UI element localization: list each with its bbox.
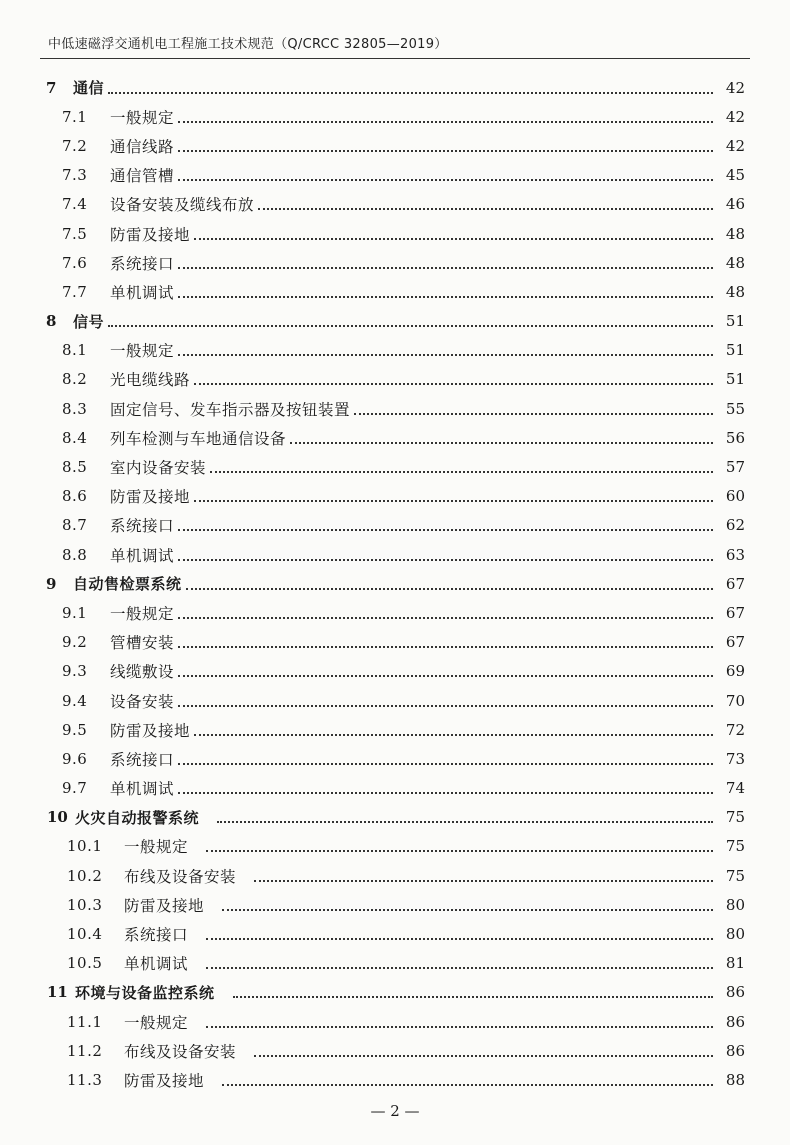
- toc-entry-page: 69: [725, 662, 745, 681]
- toc-entry-title: 一般规定: [124, 838, 189, 857]
- toc-entry-number: 9.5: [62, 720, 88, 739]
- toc-entry-title: 自动售检票系统: [73, 575, 182, 594]
- toc-section-entry[interactable]: [0, 190, 790, 219]
- dot-leader: [206, 850, 713, 852]
- toc-entry-title: 系统接口: [110, 254, 175, 273]
- toc-entry-number: 9.6: [62, 749, 88, 768]
- toc-section-entry[interactable]: [0, 832, 790, 861]
- toc-section-entry[interactable]: [0, 686, 790, 715]
- toc-entry-number: 10.2: [67, 866, 103, 885]
- toc-entry-page: 75: [725, 808, 745, 827]
- toc-entry-page: 81: [725, 954, 745, 973]
- page-number: — 2 —: [370, 1102, 420, 1120]
- toc-entry-page: 63: [725, 545, 745, 564]
- toc-entry-title: 固定信号、发车指示器及按钮装置: [110, 400, 351, 419]
- toc-section-entry[interactable]: [0, 949, 790, 978]
- toc-entry-number: 10.1: [67, 837, 103, 856]
- toc-entry-title: 布线及设备安装: [124, 867, 237, 886]
- toc-entry-title: 防雷及接地: [110, 721, 191, 740]
- toc-entry-title: 光电缆线路: [110, 371, 191, 390]
- toc-entry-page: 42: [725, 136, 745, 155]
- toc-section-entry[interactable]: [0, 628, 790, 657]
- toc-entry-number: 10.4: [67, 925, 103, 944]
- toc-entry-page: 70: [725, 691, 745, 710]
- toc-entry-title: 设备安装及缆线布放: [110, 196, 255, 215]
- toc-entry-page: 48: [725, 224, 745, 243]
- toc-entry-page: 88: [725, 1070, 745, 1089]
- dot-leader: [194, 500, 713, 502]
- dot-leader: [186, 588, 713, 590]
- header-rule: [40, 58, 750, 59]
- toc-entry-title: 系统接口: [110, 750, 175, 769]
- toc-entry-number: 9.1: [62, 603, 88, 622]
- toc-entry-page: 51: [725, 341, 745, 360]
- dot-leader: [222, 1084, 713, 1086]
- toc-entry-page: 80: [725, 925, 745, 944]
- toc-entry-number: 7.5: [62, 224, 88, 243]
- toc-entry-page: 56: [725, 428, 745, 447]
- toc-entry-number: 10.3: [67, 895, 103, 914]
- toc-entry-number: 9.3: [62, 662, 88, 681]
- toc-entry-title: 管槽安装: [110, 634, 175, 653]
- toc-entry-page: 42: [725, 78, 745, 97]
- toc-entry-number: 7.4: [62, 195, 88, 214]
- toc-entry-page: 67: [725, 574, 745, 593]
- toc-section-entry[interactable]: [0, 774, 790, 803]
- toc-section-entry[interactable]: [0, 540, 790, 569]
- toc-entry-title: 一般规定: [124, 1013, 189, 1032]
- toc-entry-page: 67: [725, 633, 745, 652]
- toc-entry-number: 9.4: [62, 691, 88, 710]
- toc-section-entry[interactable]: [0, 715, 790, 744]
- toc-entry-title: 列车检测与车地通信设备: [110, 429, 287, 448]
- toc-chapter-entry[interactable]: [0, 569, 790, 598]
- toc-entry-number: 8.5: [62, 458, 88, 477]
- page-header: 中低速磁浮交通机电工程施工技术规范（Q/CRCC 32805—2019）: [48, 37, 448, 52]
- toc-entry-number: 11.1: [67, 1012, 103, 1031]
- toc-chapter-entry[interactable]: [0, 73, 790, 102]
- toc-entry-title: 系统接口: [124, 926, 189, 945]
- toc-entry-page: 55: [725, 399, 745, 418]
- dot-leader: [210, 471, 713, 473]
- toc-section-entry[interactable]: [0, 657, 790, 686]
- toc-entry-title: 单机调试: [124, 955, 189, 974]
- dot-leader: [178, 675, 713, 677]
- toc-entry-page: 72: [725, 720, 745, 739]
- toc-entry-title: 一般规定: [110, 604, 175, 623]
- toc-section-entry[interactable]: [0, 890, 790, 919]
- toc-entry-title: 单机调试: [110, 283, 175, 302]
- toc-entry-title: 线缆敷设: [110, 663, 175, 682]
- toc-section-entry[interactable]: [0, 277, 790, 306]
- toc-entry-number: 7.6: [62, 253, 88, 272]
- toc-section-entry[interactable]: [0, 1065, 790, 1094]
- toc-entry-page: 86: [725, 1041, 745, 1060]
- toc-entry-number: 8.8: [62, 545, 88, 564]
- toc-entry-number: 11: [47, 983, 68, 1002]
- toc-section-entry[interactable]: [0, 511, 790, 540]
- dot-leader: [178, 267, 713, 269]
- toc-entry-number: 8.4: [62, 428, 88, 447]
- dot-leader: [217, 821, 713, 823]
- toc-section-entry[interactable]: [0, 744, 790, 773]
- dot-leader: [222, 909, 713, 911]
- toc-entry-title: 防雷及接地: [124, 896, 205, 915]
- toc-entry-number: 8.1: [62, 341, 88, 360]
- toc-section-entry[interactable]: [0, 1007, 790, 1036]
- toc-chapter-entry[interactable]: [0, 307, 790, 336]
- table-of-contents: [0, 73, 790, 1095]
- toc-section-entry[interactable]: [0, 336, 790, 365]
- toc-entry-page: 48: [725, 282, 745, 301]
- toc-section-entry[interactable]: [0, 482, 790, 511]
- toc-entry-page: 73: [725, 749, 745, 768]
- toc-entry-number: 10.5: [67, 954, 103, 973]
- dot-leader: [178, 617, 713, 619]
- toc-entry-page: 60: [725, 487, 745, 506]
- toc-section-entry[interactable]: [0, 219, 790, 248]
- toc-chapter-entry[interactable]: [0, 803, 790, 832]
- toc-entry-page: 67: [725, 603, 745, 622]
- toc-entry-number: 11.3: [67, 1070, 103, 1089]
- dot-leader: [178, 121, 713, 123]
- dot-leader: [178, 792, 713, 794]
- toc-entry-number: 7.2: [62, 136, 88, 155]
- dot-leader: [178, 150, 713, 152]
- dot-leader: [178, 705, 713, 707]
- toc-section-entry[interactable]: [0, 861, 790, 890]
- toc-entry-page: 46: [725, 195, 745, 214]
- toc-entry-title: 信号: [73, 312, 105, 331]
- toc-entry-number: 11.2: [67, 1041, 103, 1060]
- toc-entry-title: 环境与设备监控系统: [75, 983, 215, 1002]
- dot-leader: [178, 354, 713, 356]
- toc-entry-title: 设备安装: [110, 692, 175, 711]
- toc-entry-number: 9.7: [62, 779, 88, 798]
- toc-section-entry[interactable]: [0, 423, 790, 452]
- toc-entry-number: 8.7: [62, 516, 88, 535]
- dot-leader: [254, 1055, 713, 1057]
- toc-section-entry[interactable]: [0, 598, 790, 627]
- dot-leader: [194, 238, 713, 240]
- toc-entry-number: 9: [46, 574, 57, 593]
- toc-entry-page: 74: [725, 779, 745, 798]
- toc-section-entry[interactable]: [0, 452, 790, 481]
- toc-entry-title: 通信: [73, 79, 105, 98]
- toc-entry-number: 8.2: [62, 370, 88, 389]
- toc-entry-title: 防雷及接地: [124, 1071, 205, 1090]
- toc-entry-title: 火灾自动报警系统: [75, 808, 200, 827]
- toc-entry-number: 8: [46, 312, 57, 331]
- dot-leader: [178, 559, 713, 561]
- toc-section-entry[interactable]: [0, 131, 790, 160]
- toc-entry-page: 86: [725, 983, 745, 1002]
- toc-entry-page: 75: [725, 837, 745, 856]
- dot-leader: [290, 442, 713, 444]
- toc-entry-number: 7: [46, 78, 57, 97]
- toc-entry-title: 单机调试: [110, 780, 175, 799]
- toc-entry-number: 7.7: [62, 282, 88, 301]
- toc-entry-page: 80: [725, 895, 745, 914]
- dot-leader: [258, 208, 713, 210]
- toc-entry-page: 42: [725, 107, 745, 126]
- toc-entry-title: 室内设备安装: [110, 459, 207, 478]
- dot-leader: [233, 996, 713, 998]
- toc-section-entry[interactable]: [0, 161, 790, 190]
- toc-entry-page: 86: [725, 1012, 745, 1031]
- toc-section-entry[interactable]: [0, 919, 790, 948]
- toc-entry-number: 10: [47, 808, 68, 827]
- toc-entry-number: 8.6: [62, 487, 88, 506]
- toc-section-entry[interactable]: [0, 1036, 790, 1065]
- toc-entry-page: 51: [725, 370, 745, 389]
- toc-entry-page: 75: [725, 866, 745, 885]
- dot-leader: [178, 646, 713, 648]
- toc-entry-title: 防雷及接地: [110, 225, 191, 244]
- toc-entry-title: 通信线路: [110, 137, 175, 156]
- dot-leader: [108, 325, 713, 327]
- toc-entry-page: 57: [725, 458, 745, 477]
- dot-leader: [254, 880, 713, 882]
- toc-entry-number: 8.3: [62, 399, 88, 418]
- dot-leader: [194, 734, 713, 736]
- toc-section-entry[interactable]: [0, 248, 790, 277]
- dot-leader: [108, 92, 713, 94]
- toc-section-entry[interactable]: [0, 102, 790, 131]
- toc-entry-title: 系统接口: [110, 517, 175, 536]
- toc-entry-title: 通信管槽: [110, 167, 175, 186]
- toc-entry-title: 布线及设备安装: [124, 1042, 237, 1061]
- toc-entry-page: 48: [725, 253, 745, 272]
- dot-leader: [178, 763, 713, 765]
- dot-leader: [354, 413, 713, 415]
- dot-leader: [206, 938, 713, 940]
- toc-entry-page: 45: [725, 166, 745, 185]
- dot-leader: [206, 1026, 713, 1028]
- toc-section-entry[interactable]: [0, 394, 790, 423]
- toc-entry-title: 一般规定: [110, 342, 175, 361]
- dot-leader: [206, 967, 713, 969]
- toc-entry-page: 62: [725, 516, 745, 535]
- toc-entry-number: 7.1: [62, 107, 88, 126]
- toc-entry-number: 9.2: [62, 633, 88, 652]
- toc-entry-number: 7.3: [62, 166, 88, 185]
- dot-leader: [178, 179, 713, 181]
- toc-section-entry[interactable]: [0, 365, 790, 394]
- toc-chapter-entry[interactable]: [0, 978, 790, 1007]
- dot-leader: [194, 383, 713, 385]
- toc-entry-page: 51: [725, 312, 745, 331]
- toc-entry-title: 单机调试: [110, 546, 175, 565]
- toc-entry-title: 防雷及接地: [110, 488, 191, 507]
- dot-leader: [178, 296, 713, 298]
- toc-entry-title: 一般规定: [110, 108, 175, 127]
- dot-leader: [178, 529, 713, 531]
